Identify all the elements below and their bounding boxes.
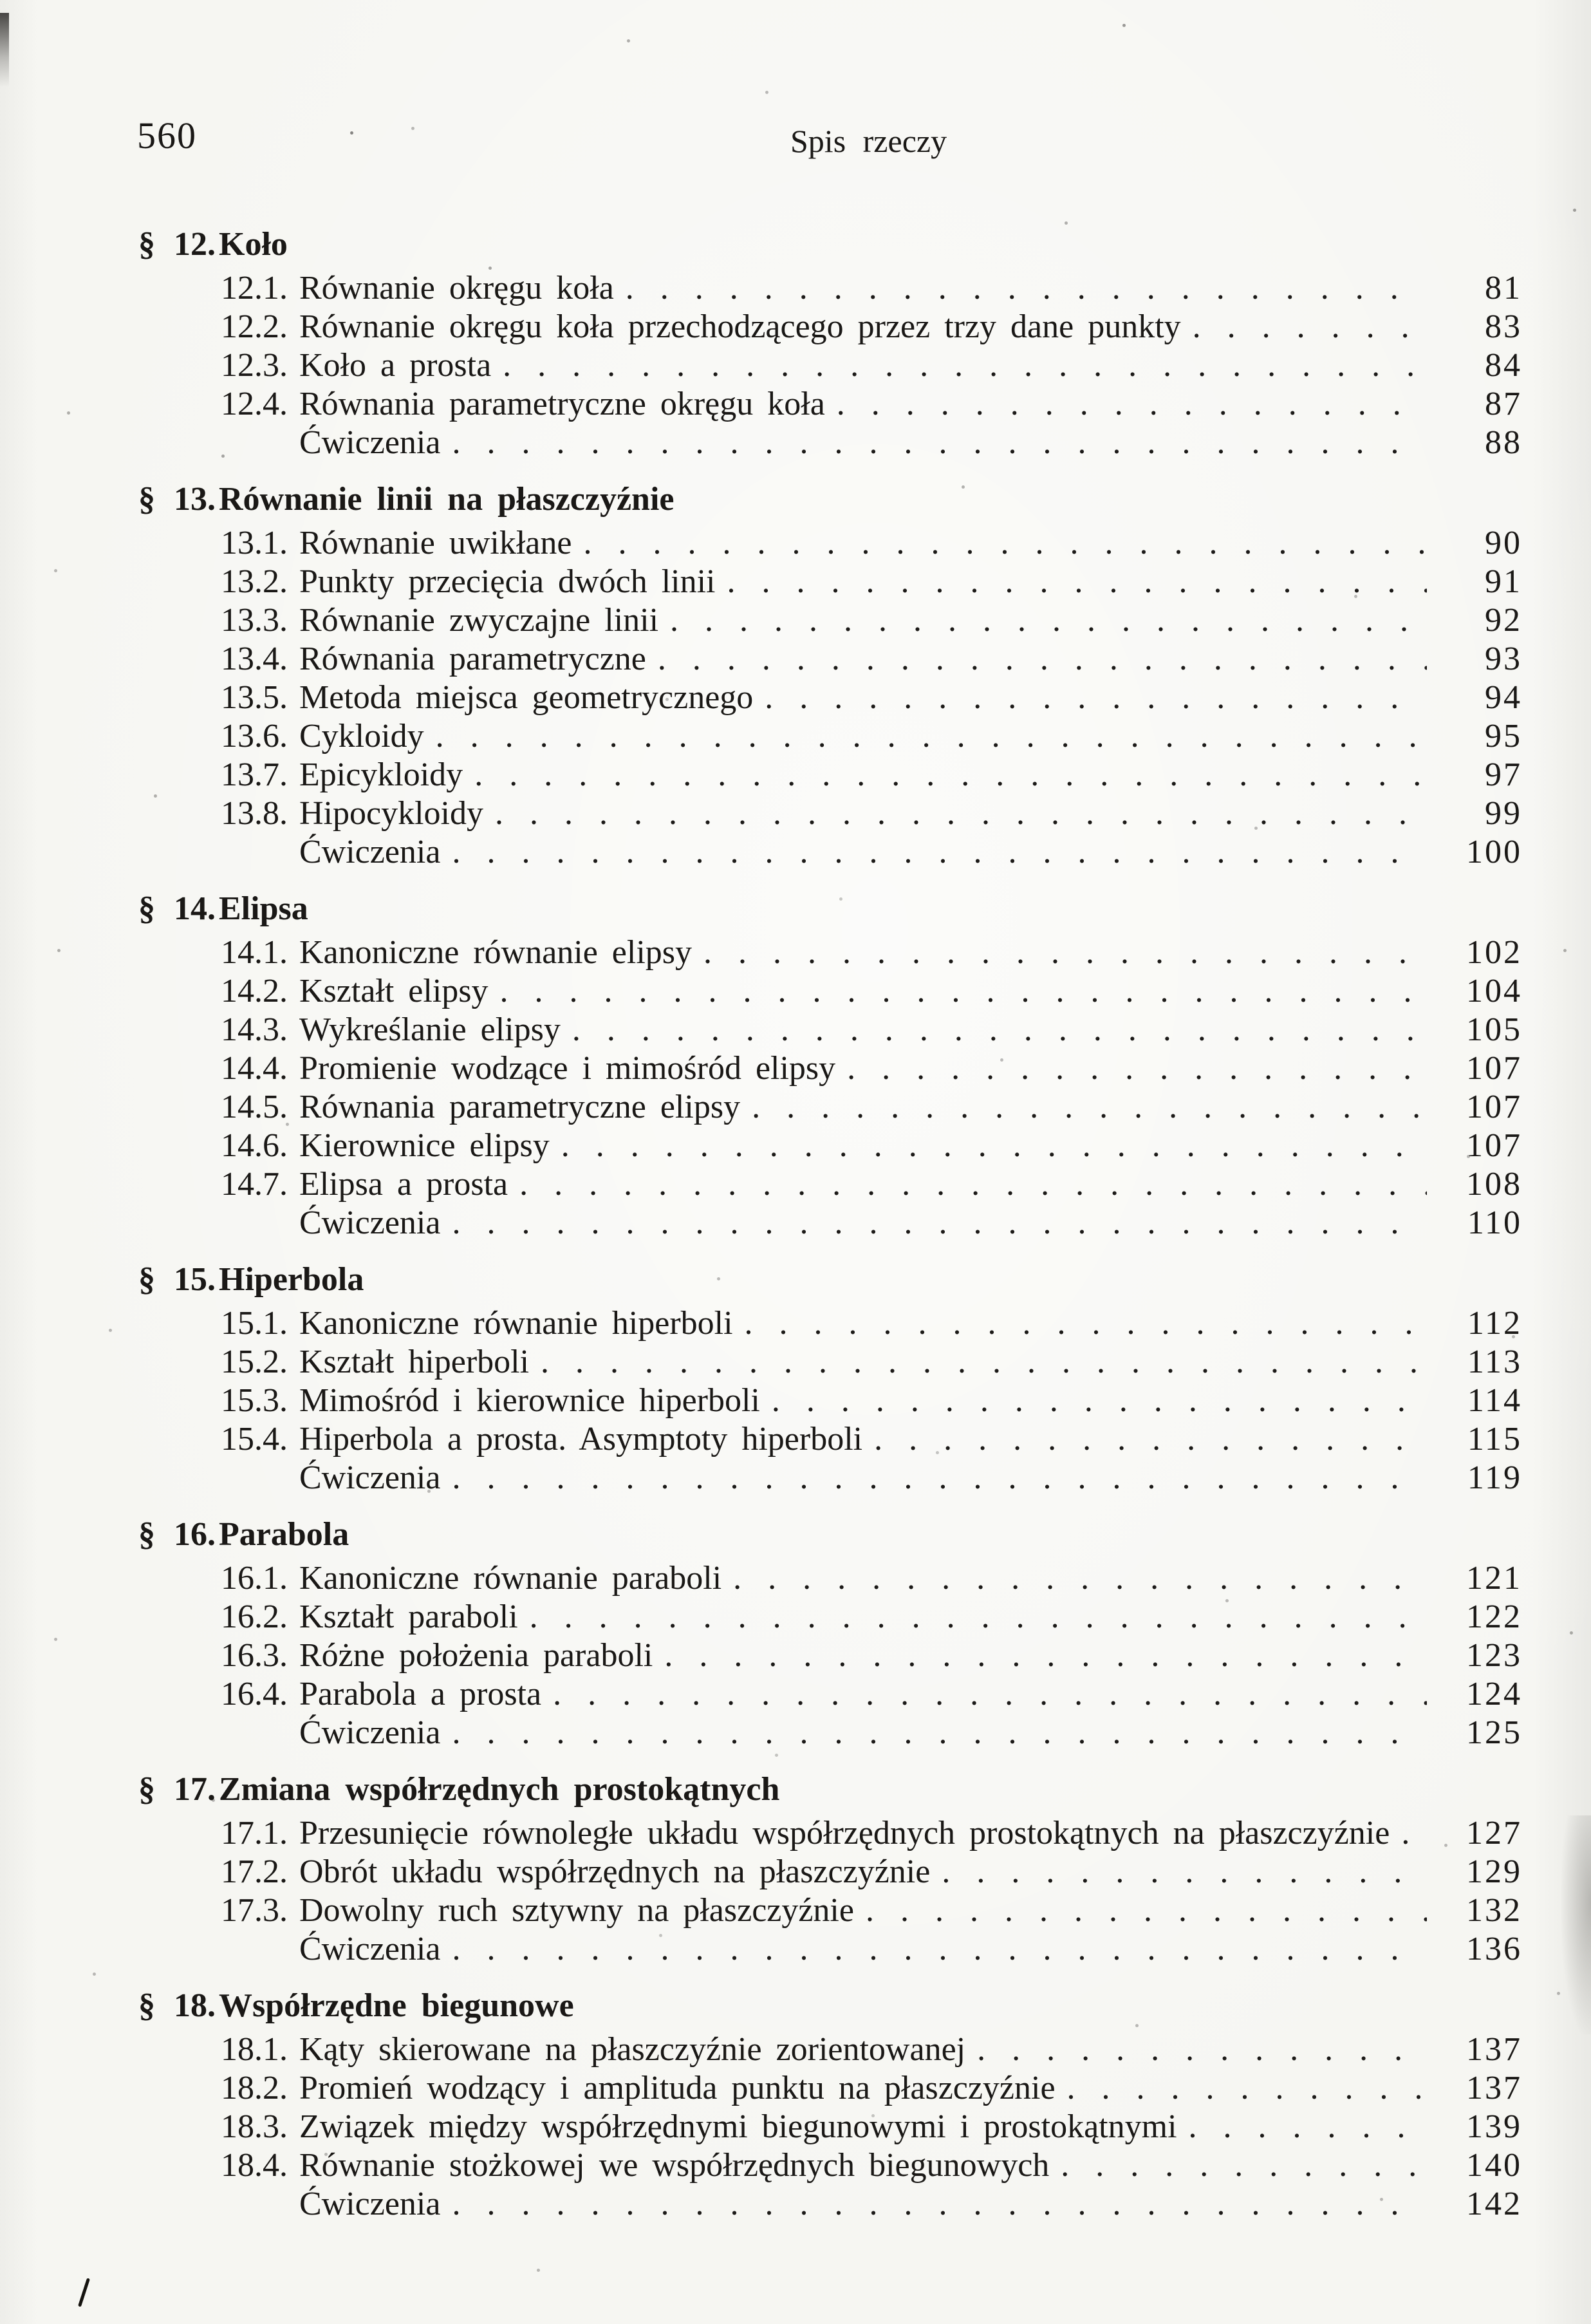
section-title: Elipsa [219,890,308,927]
entry-page-number: 110 [1467,1204,1522,1241]
toc-section [138,1770,1522,1969]
section-heading [138,1260,1522,1299]
dot-leader [452,2185,1427,2224]
toc-entry [221,269,1522,308]
dot-leader [495,794,1427,833]
entry-number: 12.1. [221,270,288,306]
section-label: § 18. [138,1987,216,2024]
toc-entry [221,1343,1522,1382]
entry-number: 12.4. [221,386,288,422]
entry-title: Kierownice elipsy [299,1127,550,1164]
entry-page-number: 140 [1466,2147,1522,2184]
dot-leader [503,346,1427,385]
entry-title: Ćwiczenia [299,1714,441,1751]
entry-page-number: 90 [1485,525,1522,561]
entry-title: Epicykloidy [299,756,463,793]
section-heading [138,890,1522,928]
page-number: 560 [137,115,197,156]
entry-number: 14.4. [221,1050,288,1087]
dot-leader [847,1049,1427,1088]
entry-title: Obrót układu współrzędnych na płaszczyźnie [299,1853,931,1890]
table-of-contents [138,225,1522,2224]
entry-number: 17.1. [221,1815,288,1851]
toc-section [138,480,1522,872]
toc-entry [221,2030,1522,2069]
entry-title: Elipsa a prosta [299,1166,508,1203]
dot-leader [452,1930,1427,1969]
entry-number: 13.1. [221,525,288,561]
entry-number: 14.6. [221,1127,288,1164]
entry-number: 17.3. [221,1892,288,1929]
entry-page-number: 124 [1466,1676,1522,1712]
entry-title: Różne położenia paraboli [299,1637,653,1674]
entry-title: Kształt paraboli [299,1598,518,1635]
dot-leader [670,601,1427,640]
entry-number: 13.7. [221,756,288,793]
toc-entry [221,601,1522,640]
dot-leader [703,933,1427,972]
entry-page-number: 81 [1485,270,1522,306]
toc-entry [221,385,1522,424]
entry-page-number: 87 [1485,386,1522,422]
toc-entry [221,1420,1522,1459]
toc-entry-exercises [221,1459,1522,1497]
entry-title: Kształt elipsy [299,973,488,1009]
toc-entry [221,308,1522,346]
entry-number: 14.3. [221,1011,288,1048]
toc-entry [221,933,1522,972]
dot-leader [664,1636,1427,1675]
toc-entry-exercises [221,2185,1522,2224]
entry-page-number: 115 [1467,1421,1522,1457]
toc-entry [221,1382,1522,1420]
entry-title: Związek między współrzędnymi biegunowymi i prostokątnymi [299,2108,1177,2145]
dot-leader [452,1459,1427,1497]
dot-leader [553,1675,1427,1714]
entry-title: Metoda miejsca geometrycznego [299,679,754,716]
section-title: Parabola [219,1516,349,1553]
toc-entry-exercises [221,833,1522,872]
toc-entry-exercises [221,1930,1522,1969]
toc-entry [221,1088,1522,1127]
entry-number: 16.1. [221,1560,288,1597]
dot-leader [977,2030,1427,2069]
toc-section [138,225,1522,462]
toc-entry [221,679,1522,717]
entry-number: 16.4. [221,1676,288,1712]
dot-leader [733,1559,1427,1598]
entry-title: Dowolny ruch sztywny na płaszczyźnie [299,1892,854,1929]
entry-title: Kanoniczne równanie hiperboli [299,1305,733,1342]
entry-title: Równanie okręgu koła [299,270,614,306]
section-heading [138,1987,1522,2025]
dot-leader [452,1204,1427,1242]
dot-leader [874,1420,1427,1459]
entry-title: Kształt hiperboli [299,1344,530,1380]
toc-entry [221,717,1522,756]
section-entries [138,2030,1522,2224]
dot-leader [942,1853,1427,1891]
entry-page-number: 137 [1466,2031,1522,2068]
scan-edge-smudge [1561,1815,1591,2034]
entry-number: 14.2. [221,973,288,1009]
toc-entry [221,346,1522,385]
dot-leader [500,972,1427,1011]
entry-page-number: 97 [1485,756,1522,793]
entry-title: Równanie okręgu koła przechodzącego przez trzy dane punkty [299,308,1181,345]
running-head-title: Spis rzeczy [790,123,947,159]
entry-page-number: 105 [1466,1011,1522,1048]
dot-leader [772,1382,1427,1420]
entry-page-number: 107 [1466,1127,1522,1164]
dot-leader [541,1343,1427,1382]
toc-entry [221,1853,1522,1891]
toc-entry [221,2108,1522,2146]
entry-page-number: 136 [1466,1931,1522,1967]
toc-entry-exercises [221,1204,1522,1242]
toc-entry [221,2146,1522,2185]
toc-entry [221,1891,1522,1930]
entry-number: 13.8. [221,795,288,832]
toc-entry [221,1011,1522,1049]
entry-page-number: 94 [1485,679,1522,716]
dot-leader [452,1714,1427,1752]
entry-title: Ćwiczenia [299,834,441,870]
toc-entry-exercises [221,1714,1522,1752]
toc-section [138,890,1522,1242]
entry-title: Ćwiczenia [299,424,441,461]
entry-title: Równania parametryczne okręgu koła [299,386,825,422]
entry-number: 12.3. [221,347,288,384]
entry-page-number: 121 [1466,1560,1522,1597]
entry-page-number: 83 [1485,308,1522,345]
entry-title: Promienie wodzące i mimośród elipsy [299,1050,836,1087]
entry-title: Kanoniczne równanie elipsy [299,934,693,971]
entry-page-number: 102 [1466,934,1522,971]
entry-page-number: 100 [1466,834,1522,870]
section-entries [138,933,1522,1242]
toc-entry [221,2069,1522,2108]
entry-title: Cykloidy [299,718,424,754]
entry-page-number: 137 [1466,2070,1522,2106]
entry-page-number: 108 [1466,1166,1522,1203]
section-title: Równanie linii na płaszczyźnie [219,481,675,518]
entry-number: 13.4. [221,641,288,677]
section-heading [138,1515,1522,1554]
entry-title: Wykreślanie elipsy [299,1011,561,1048]
toc-entry [221,1127,1522,1165]
section-label: § 17. [138,1771,216,1808]
dot-leader [519,1165,1427,1204]
entry-number: 12.2. [221,308,288,345]
toc-entry [221,1636,1522,1675]
dot-leader [1067,2069,1427,2108]
section-heading [138,480,1522,519]
entry-title: Ćwiczenia [299,1204,441,1241]
entry-title: Równanie stożkowej we współrzędnych biegunowych [299,2147,1050,2184]
entry-number: 13.5. [221,679,288,716]
toc-section [138,1260,1522,1497]
entry-number: 13.3. [221,602,288,639]
section-label: § 14. [138,890,216,927]
entry-number: 14.5. [221,1089,288,1125]
entry-page-number: 139 [1466,2108,1522,2145]
dot-leader [1061,2146,1427,2185]
scan-speckles [0,0,2,2]
entry-title: Hiperbola a prosta. Asymptoty hiperboli [299,1421,863,1457]
entry-page-number: 107 [1466,1050,1522,1087]
dot-leader [866,1891,1427,1930]
entry-page-number: 127 [1466,1815,1522,1851]
entry-title: Równania parametryczne [299,641,646,677]
entry-page-number: 104 [1466,973,1522,1009]
section-entries [138,524,1522,872]
entry-title: Równanie uwikłane [299,525,572,561]
entry-page-number: 95 [1485,718,1522,754]
entry-title: Koło a prosta [299,347,492,384]
toc-entry [221,563,1522,601]
toc-entry [221,1814,1522,1853]
toc-entry [221,640,1522,679]
section-title: Koło [219,226,288,263]
scan-edge-smudge [0,13,9,87]
entry-number: 13.2. [221,563,288,600]
entry-number: 18.3. [221,2108,288,2145]
dot-leader [626,269,1427,308]
toc-entry [221,1598,1522,1636]
entry-number: 15.4. [221,1421,288,1457]
toc-section [138,1515,1522,1752]
entry-page-number: 129 [1466,1853,1522,1890]
section-label: § 12. [138,226,216,263]
toc-entry [221,1165,1522,1204]
entry-number: 16.2. [221,1598,288,1635]
entry-page-number: 84 [1485,347,1522,384]
dot-leader [572,1011,1427,1049]
dot-leader [658,640,1427,679]
toc-entry [221,1675,1522,1714]
entry-number: 16.3. [221,1637,288,1674]
entry-title: Przesunięcie równoległe układu współrzędnych prostokątnych na płaszczyźnie [299,1815,1390,1851]
entry-number: 13.6. [221,718,288,754]
section-label: § 15. [138,1261,216,1298]
section-label: § 16. [138,1516,216,1553]
entry-title: Ćwiczenia [299,2186,441,2222]
dot-leader [530,1598,1427,1636]
entry-number: 18.1. [221,2031,288,2068]
toc-entry [221,756,1522,794]
entry-title: Kąty skierowane na płaszczyźnie zorientowanej [299,2031,966,2068]
section-entries [138,269,1522,462]
entry-title: Punkty przecięcia dwóch linii [299,563,716,600]
entry-page-number: 125 [1466,1714,1522,1751]
entry-number: 17.2. [221,1853,288,1890]
entry-title: Ćwiczenia [299,1459,441,1496]
entry-page-number: 92 [1485,602,1522,639]
entry-title: Promień wodzący i amplituda punktu na płaszczyźnie [299,2070,1056,2106]
dot-leader [745,1304,1427,1343]
entry-number: 15.2. [221,1344,288,1380]
toc-entry [221,1304,1522,1343]
toc-entry [221,1049,1522,1088]
entry-title: Hipocykloidy [299,795,483,832]
entry-page-number: 107 [1466,1089,1522,1125]
entry-page-number: 114 [1467,1382,1522,1419]
entry-page-number: 93 [1485,641,1522,677]
entry-number: 14.1. [221,934,288,971]
toc-entry [221,794,1522,833]
entry-page-number: 99 [1485,795,1522,832]
section-heading [138,225,1522,264]
dot-leader [1401,1814,1427,1853]
toc-entry [221,524,1522,563]
entry-page-number: 142 [1466,2186,1522,2222]
entry-page-number: 113 [1467,1344,1522,1380]
dot-leader [727,563,1427,601]
entry-title: Mimośród i kierownice hiperboli [299,1382,760,1419]
entry-number: 15.1. [221,1305,288,1342]
dot-leader [752,1088,1427,1127]
section-heading [138,1770,1522,1809]
scan-pen-mark [78,2278,90,2307]
dot-leader [583,524,1427,563]
dot-leader [765,679,1427,717]
section-label: § 13. [138,481,216,518]
section-entries [138,1304,1522,1497]
toc-entry-exercises [221,424,1522,462]
entry-page-number: 112 [1467,1305,1522,1342]
dot-leader [452,833,1427,872]
dot-leader [837,385,1427,424]
dot-leader [1193,308,1427,346]
entry-number: 14.7. [221,1166,288,1203]
entry-title: Równania parametryczne elipsy [299,1089,741,1125]
toc-entry [221,1559,1522,1598]
entry-page-number: 88 [1485,424,1522,461]
section-title: Współrzędne biegunowe [219,1987,574,2024]
entry-page-number: 91 [1485,563,1522,600]
entry-page-number: 122 [1466,1598,1522,1635]
entry-page-number: 119 [1467,1459,1522,1496]
section-entries [138,1814,1522,1969]
entry-title: Równanie zwyczajne linii [299,602,659,639]
section-entries [138,1559,1522,1752]
entry-number: 18.2. [221,2070,288,2106]
dot-leader [1189,2108,1427,2146]
toc-entry [221,972,1522,1011]
entry-page-number: 132 [1466,1892,1522,1929]
toc-section [138,1987,1522,2224]
entry-number: 18.4. [221,2147,288,2184]
section-title: Zmiana współrzędnych prostokątnych [219,1771,780,1808]
section-title: Hiperbola [219,1261,364,1298]
dot-leader [474,756,1427,794]
entry-number: 15.3. [221,1382,288,1419]
dot-leader [436,717,1427,756]
dot-leader [452,424,1427,462]
entry-title: Ćwiczenia [299,1931,441,1967]
entry-title: Parabola a prosta [299,1676,542,1712]
entry-title: Kanoniczne równanie paraboli [299,1560,722,1597]
dot-leader [561,1127,1427,1165]
entry-page-number: 123 [1466,1637,1522,1674]
